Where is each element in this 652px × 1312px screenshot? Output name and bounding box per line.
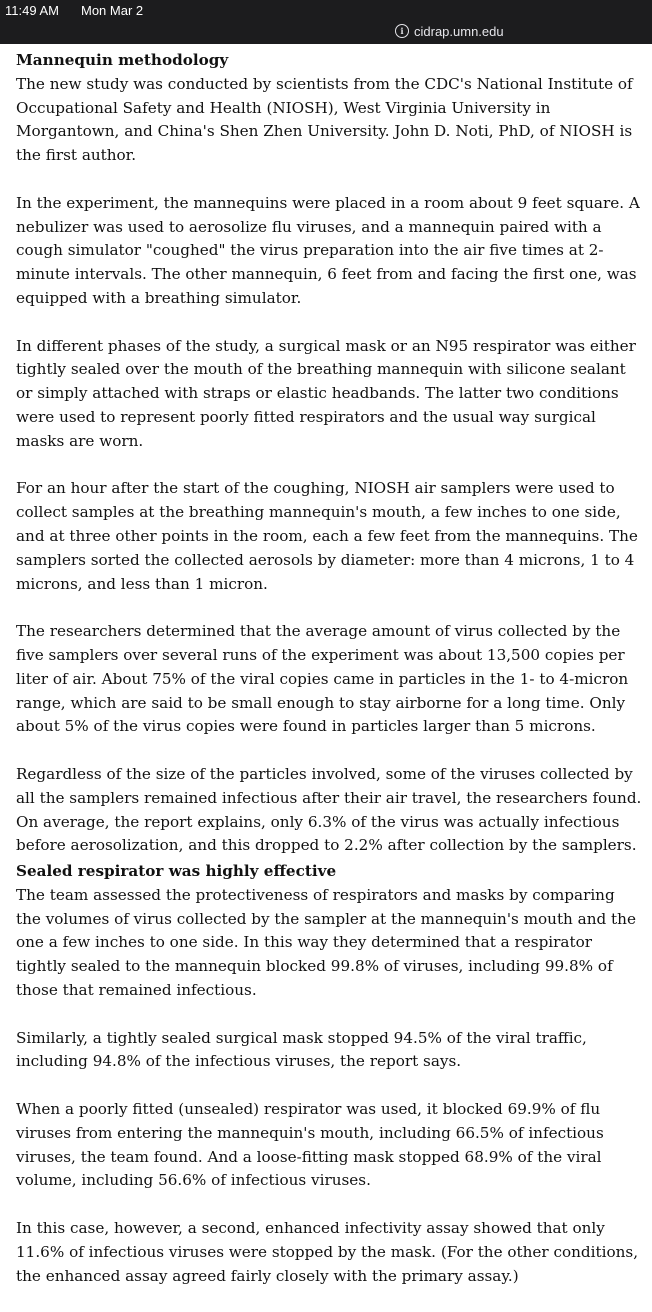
- section-heading-methodology: Mannequin methodology: [16, 51, 229, 69]
- paragraph: Similarly, a tightly sealed surgical mask stopped 94.5% of the viral traffic, including 94.8% of the infectious viruses, the report says.: [16, 1028, 587, 1071]
- paragraph: The new study was conducted by scientists from the CDC's National Institute of Occupational Safety and Health (NIOSH), West Virginia University in Morgantown, and China's Shen Zhen University. John D. Noti, PhD, of NIOSH is the first author.: [16, 74, 633, 165]
- paragraph: The team assessed the protectiveness of respirators and masks by comparing the volumes of virus collected by the sampler at the mannequin's mouth and the one a few inches to one side. In this way they determined that a respirator tightly sealed to the mannequin blocked 99.8% of viruses, including 99.8% of those that remained infectious.: [16, 885, 636, 1000]
- url-display[interactable]: [395, 22, 504, 40]
- status-time: 11:49 AM: [5, 3, 59, 18]
- section-heading-respirator: Sealed respirator was highly effective: [16, 862, 337, 881]
- article-body: [16, 49, 644, 1312]
- paragraph: In different phases of the study, a surgical mask or an N95 respirator was either tightly sealed over the mouth of the breathing mannequin with silicone sealant or simply attached with straps or elastic headbands. The latter two conditions were used to represent poorly fitted respirators and the usual way surgical masks are worn.: [16, 336, 636, 450]
- status-date: Mon Mar 2: [81, 3, 144, 18]
- url-bar[interactable]: [0, 22, 652, 44]
- paragraph: The researchers determined that the average amount of virus collected by the five samplers over several runs of the experiment was about 13,500 copies per liter of air. About 75% of the viral copies came in particles in the 1- to 4-micron range, which are said to be small enough to stay airborne for a long time. Only about 5% of the virus copies were found in particles larger than 5 microns.: [16, 622, 629, 736]
- info-icon[interactable]: i: [395, 24, 409, 38]
- status-bar: [0, 0, 652, 22]
- paragraph: When a poorly fitted (unsealed) respirator was used, it blocked 69.9% of flu viruses from entering the mannequin's mouth, including 66.5% of infectious viruses, the team found. And a loose-fitting mask stopped 68.9% of the viral volume, including 56.6% of infectious viruses.: [16, 1100, 604, 1190]
- paragraph: In the experiment, the mannequins were placed in a room about 9 feet square. A nebulizer was used to aerosolize flu viruses, and a mannequin paired with a cough simulator "coughed" the virus preparation into the air five times at 2-minute intervals. The other mannequin, 6 feet from and facing the first one, was equipped with a breathing simulator.: [16, 193, 640, 307]
- paragraph: In this case, however, a second, enhanced infectivity assay showed that only 11.6% of infectious viruses were stopped by the mask. (For the other conditions, the enhanced assay agreed fairly closely with the primary assay.): [16, 1219, 639, 1285]
- paragraph: For an hour after the start of the coughing, NIOSH air samplers were used to collect samples at the breathing mannequin's mouth, a few inches to one side, and at three other points in the room, each a few feet from the mannequins. The samplers sorted the collected aerosols by diameter: more than 4 microns, 1 to 4 microns, and less than 1 micron.: [16, 479, 638, 593]
- paragraph: Regardless of the size of the particles involved, some of the viruses collected by all the samplers remained infectious after their air travel, the researchers found. On average, the report explains, only 6.3% of the virus was actually infectious before aerosolization, and this dropped to 2.2% after collection by the samplers.: [16, 764, 642, 855]
- url-text[interactable]: cidrap.umn.edu: [414, 23, 504, 39]
